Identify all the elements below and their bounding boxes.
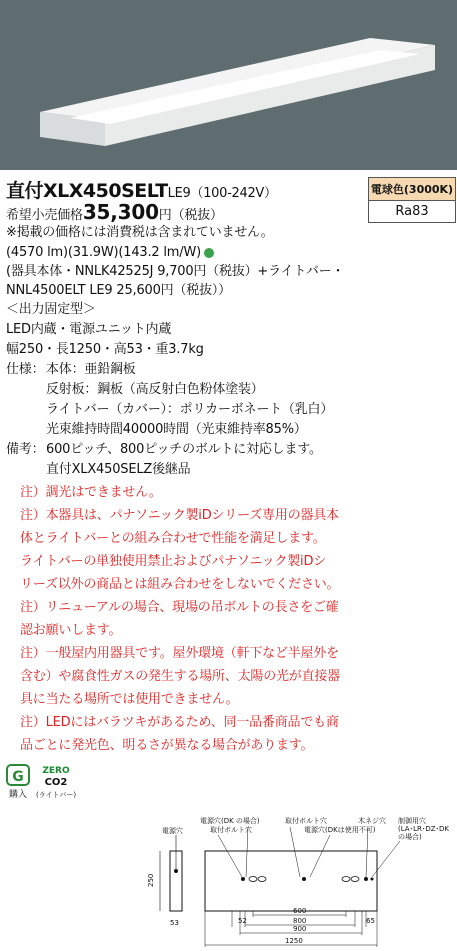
tax-note: ※掲載の価格には消費税は含まれていません。 (6, 225, 274, 240)
parts-line-2: NNL4500ELT LE9 25,600円（税抜）） (6, 283, 231, 298)
label-control-hole-3: の場合) (398, 833, 422, 841)
price-line (6, 200, 223, 225)
label-power-hole-dk: 電源穴(DK の場合) (200, 817, 260, 825)
note-4: ライトバーの単独使用禁止およびパナソニック製iDシ (20, 554, 327, 569)
note-10: 具に当たる場所では使用できません。 (20, 692, 239, 707)
color-box (368, 177, 456, 223)
output-type: ＜出力固定型＞ (6, 302, 96, 317)
label-power-hole: 電源穴 (162, 827, 183, 835)
label-control-hole: 制御用穴 (398, 817, 426, 825)
co2-label: CO2 (44, 777, 68, 788)
note-2: 注）本器具は、パナソニック製iDシリーズ専用の器具本 (20, 508, 339, 523)
color-temperature: 電球色(3000K) (369, 178, 455, 201)
price-label: 希望小売価格 (6, 208, 83, 223)
note-12: 品ごとに発光色、明るさが異なる場合があります。 (20, 738, 314, 753)
dim-250: 250 (147, 873, 155, 887)
spec-line (6, 244, 214, 262)
label-control-hole-2: (LA･LR･DZ･DK (398, 825, 450, 833)
note-6: 注）リニューアルの場合、現場の吊ボルトの長さをご確 (20, 600, 339, 615)
price-value: 35,300 (82, 200, 159, 224)
parts-line-1: (器具本体・NNLK42525J 9,700円（税抜）+ライトバー・ (6, 264, 345, 279)
note-11: 注）LEDにはバラツキがあるため、同一品番商品でも商 (20, 715, 339, 730)
title-model: XLX450SELT (43, 180, 168, 202)
note-3: 体とライトバーとの組み合わせで性能を満足します。 (20, 531, 326, 546)
lightbar-material: ライトバー（カバー）：ポリカーボネート（乳白） (46, 402, 334, 417)
dim-1250: 1250 (285, 937, 303, 945)
price-unit: 円（税抜） (158, 208, 223, 223)
note-5: リーズ以外の商品とは組み合わせをしないでください。 (20, 577, 340, 592)
dim-52: 52 (238, 917, 247, 925)
note-1: 注）調光はできません。 (20, 485, 162, 500)
green-label: 購入 (8, 790, 28, 800)
lightbar-label: (ライトバー) (35, 791, 77, 799)
luminaire-image (0, 0, 457, 170)
label-bolt-hole-2: 取付ボルト穴 (285, 817, 327, 825)
title-prefix: 直付 (6, 180, 44, 202)
lifetime-line: 光束維持時間40000時間（光束維持率85%） (46, 422, 307, 437)
product-title (6, 176, 277, 203)
size-line: 幅250・長1250・高53・重3.7kg (6, 342, 204, 357)
note-9: 含む）や腐食性ガスの発生する場所、太陽の光が直接器 (20, 669, 341, 684)
body-material: 本体：亜鉛鋼板 (46, 362, 136, 377)
dim-600: 600 (293, 907, 307, 915)
leaf-icon (204, 248, 214, 258)
label-power-hole-dk2: 電源穴(DKは使用不可) (304, 826, 376, 834)
reflector-material: 反射板：鋼板（高反射白色粉体塗装） (46, 382, 264, 397)
remarks-label: 備考： (6, 442, 45, 457)
builtin-line: LED内蔵・電源ユニット内蔵 (6, 322, 172, 337)
dim-900: 900 (293, 925, 307, 933)
spec-label: 仕様： (6, 362, 45, 377)
green-purchase-icon (7, 765, 29, 800)
dim-53: 53 (170, 919, 179, 927)
title-suffix: LE9（100-242V） (167, 186, 277, 201)
label-screw-hole: 木ネジ穴 (358, 817, 386, 825)
remarks-1: 600ピッチ、800ピッチのボルトに対応します。 (46, 442, 322, 457)
product-photo (0, 0, 457, 170)
dim-800: 800 (293, 917, 307, 925)
label-bolt-hole-1: 取付ボルト穴 (210, 826, 252, 834)
zero-label: ZERO (42, 766, 70, 776)
dimension-diagram (0, 815, 457, 951)
color-rendering: Ra83 (395, 204, 429, 219)
eco-logos (6, 763, 166, 813)
zero-co2-icon (36, 766, 76, 799)
dim-65: 65 (366, 917, 375, 925)
spec-values: (4570 lm)(31.9W)(143.2 lm/W) (6, 245, 201, 260)
remarks-2: 直付XLX450SELZ後継品 (46, 462, 191, 477)
note-8: 注）一般屋内用器具です。屋外環境（軒下など半屋外を (20, 646, 339, 661)
svg-text:G: G (12, 769, 24, 785)
note-7: 認お願いします。 (20, 623, 122, 638)
front-view (205, 851, 377, 911)
